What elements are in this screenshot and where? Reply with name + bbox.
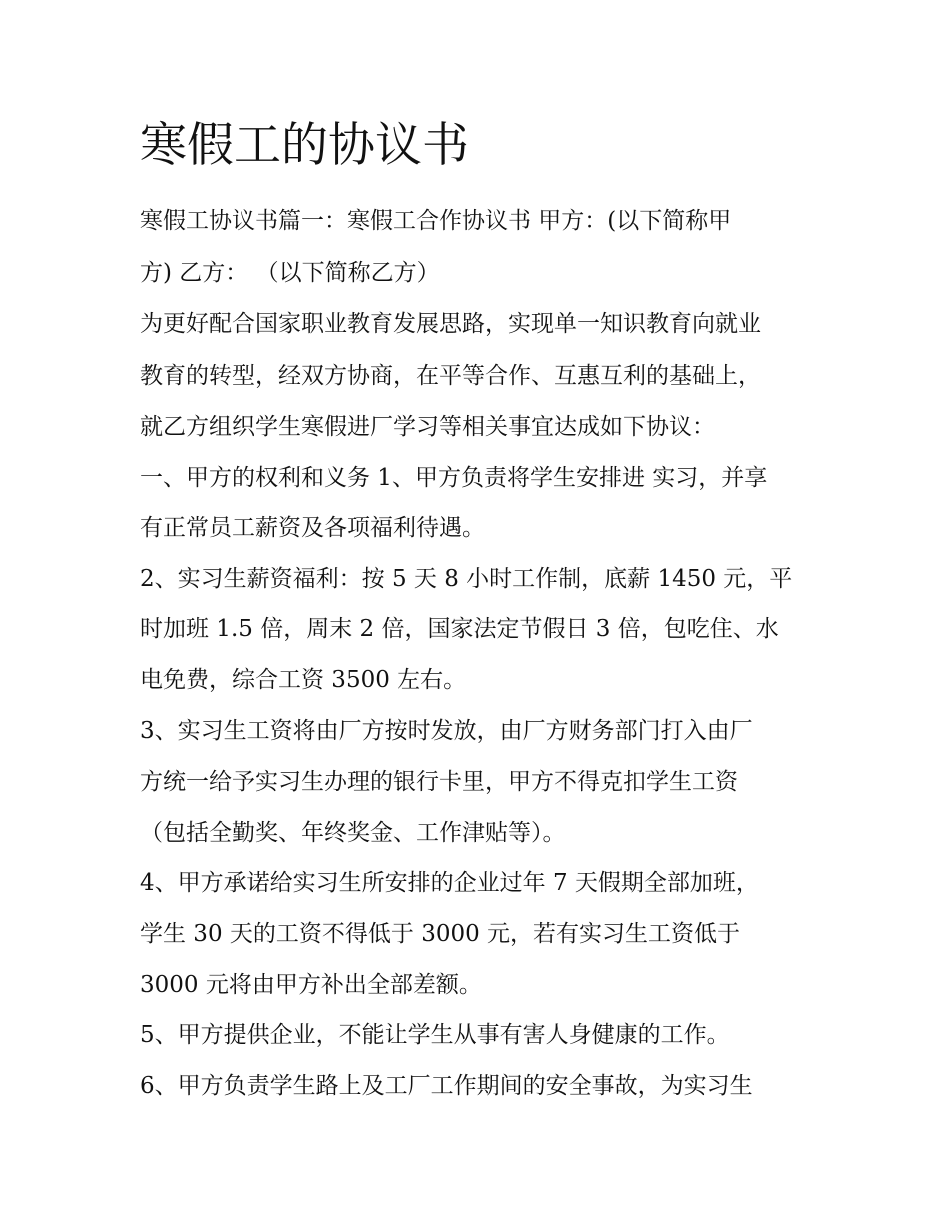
body-line-9: 时加班 1.5 倍，周末 2 倍，国家法定节假日 3 倍，包吃住、水 xyxy=(140,616,779,642)
body-line-18: 6、甲方负责学生路上及工厂工作期间的安全事故，为实习生 xyxy=(140,1073,753,1099)
body-line-4: 教育的转型，经双方协商，在平等合作、互惠互利的基础上， xyxy=(140,363,761,389)
body-line-2: 方) 乙方： （以下简称乙方） xyxy=(140,260,440,286)
body-line-1: 寒假工协议书篇一：寒假工合作协议书 甲方：(以下简称甲 xyxy=(140,208,732,234)
body-line-8: 2、实习生薪资福利：按 5 天 8 小时工作制，底薪 1450 元，平 xyxy=(140,566,793,592)
body-line-14: 4、甲方承诺给实习生所安排的企业过年 7 天假期全部加班， xyxy=(140,870,759,896)
body-line-7: 有正常员工薪资及各项福利待遇。 xyxy=(140,515,485,541)
body-line-6: 一、甲方的权利和义务 1、甲方负责将学生安排进 实习，并享 xyxy=(140,465,768,491)
body-line-3: 为更好配合国家职业教育发展思路，实现单一知识教育向就业 xyxy=(140,311,761,337)
body-line-12: 方统一给予实习生办理的银行卡里，甲方不得克扣学生工资 xyxy=(140,769,738,795)
body-line-13: （包括全勤奖、年终奖金、工作津贴等）。 xyxy=(140,820,566,846)
body-line-11: 3、实习生工资将由厂方按时发放，由厂方财务部门打入由厂 xyxy=(140,718,753,744)
body-line-10: 电免费，综合工资 3500 左右。 xyxy=(140,667,467,693)
body-line-16: 3000 元将由甲方补出全部差额。 xyxy=(140,972,482,998)
body-line-17: 5、甲方提供企业，不能让学生从事有害人身健康的工作。 xyxy=(140,1022,730,1048)
body-line-5: 就乙方组织学生寒假进厂学习等相关事宜达成如下协议： xyxy=(140,414,715,440)
body-line-15: 学生 30 天的工资不得低于 3000 元，若有实习生工资低于 xyxy=(140,921,741,947)
document-title: 寒假工的协议书 xyxy=(140,118,469,173)
